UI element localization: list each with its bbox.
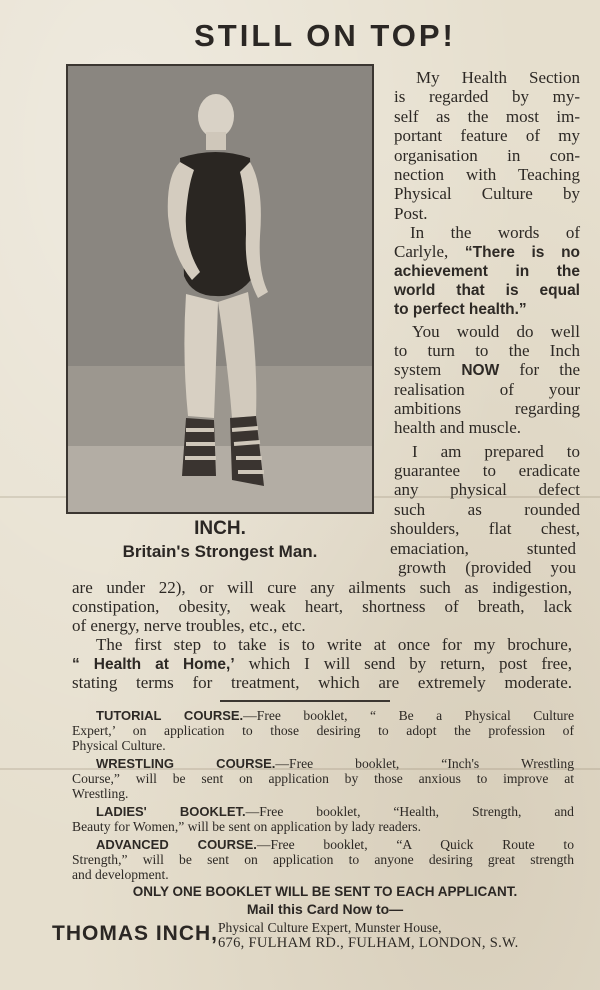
column-line: world that is equal — [394, 282, 580, 299]
column-line: to perfect health.” — [394, 301, 527, 318]
column-line: guarantee to eradicate — [394, 461, 580, 480]
column-line: Post. — [394, 204, 428, 223]
course-advanced-line: and development. — [72, 867, 169, 882]
body-line: The first step to take is to write at once for my brochure, — [96, 635, 572, 654]
column-line: system NOW for the — [394, 360, 580, 379]
column-line: You would do well — [412, 322, 580, 341]
mail-instruction: Mail this Card Now to— — [246, 901, 404, 917]
course-advanced-line: Strength,” will be sent on application to anyone desiring great strength — [72, 852, 574, 867]
course-wrestling-line: Wrestling. — [72, 786, 129, 801]
column-line: Carlyle, “There is no — [394, 242, 581, 261]
headline: STILL ON TOP! — [194, 18, 456, 53]
one-booklet-notice: ONLY ONE BOOKLET WILL BE SENT TO EACH APPLICANT. — [132, 884, 518, 899]
column-line: growth (provided you — [398, 558, 576, 577]
column-line: realisation of your — [394, 380, 580, 399]
address-line-1: Physical Culture Expert, Munster House, — [218, 920, 442, 935]
column-line: Physical Culture by — [394, 184, 580, 203]
divider-rule — [220, 700, 390, 702]
course-ladies-line: Beauty for Women,” will be sent on application by lady readers. — [72, 819, 421, 834]
body-line: stating terms for treatment, which are extremely moderate. — [72, 673, 572, 692]
photo-caption-subtitle: Britain's Strongest Man. — [122, 542, 318, 561]
course-advanced: ADVANCED COURSE.—Free booklet, “A Quick Route to — [96, 837, 574, 852]
column-line: nection with Teaching — [394, 165, 580, 184]
body-line: “ Health at Home,’ which I will send by return, post free, — [72, 654, 572, 673]
body-line: are under 22), or will cure any ailments such as indigestion, — [72, 578, 572, 597]
course-wrestling: WRESTLING COURSE.—Free booklet, “Inch's Wrestling — [96, 756, 575, 771]
photo-caption-name: INCH. — [194, 518, 246, 539]
column-line: self as the most im- — [394, 107, 580, 126]
body-line: of energy, nerve troubles, etc., etc. — [72, 616, 306, 635]
course-tutorial: TUTORIAL COURSE.—Free booklet, “ Be a Physical Culture — [96, 708, 574, 723]
column-line: I am prepared to — [412, 442, 580, 461]
column-line: emaciation, stunted — [390, 539, 576, 558]
body-line: constipation, obesity, weak heart, shortness of breath, lack — [72, 597, 572, 616]
column-line: to turn to the Inch — [394, 341, 580, 360]
column-line: organisation in con- — [394, 146, 580, 165]
column-line: My Health Section — [416, 68, 580, 87]
column-line: In the words of — [410, 223, 580, 242]
course-tutorial-line: Expert,’ on application to those desiring to adopt the profession of — [72, 723, 574, 738]
course-wrestling-line: Course,” will be sent on application by those anxious to improve at — [72, 771, 574, 786]
portrait-photo — [66, 64, 374, 514]
column-line: shoulders, flat chest, — [390, 519, 580, 538]
column-line: achievement in the — [394, 263, 580, 280]
column-line: such as rounded — [394, 500, 580, 519]
address-line-2: 676, FULHAM RD., FULHAM, LONDON, S.W. — [218, 935, 519, 951]
column-line: health and muscle. — [394, 418, 521, 437]
column-line: any physical defect — [394, 480, 580, 499]
column-line: is regarded by my- — [394, 87, 580, 106]
column-line: portant feature of my — [394, 126, 580, 145]
course-ladies: LADIES' BOOKLET.—Free booklet, “Health, Strength, and — [96, 804, 574, 819]
column-line: ambitions regarding — [394, 399, 580, 418]
signature-name: THOMAS INCH, — [52, 922, 218, 945]
course-tutorial-line: Physical Culture. — [72, 738, 166, 753]
